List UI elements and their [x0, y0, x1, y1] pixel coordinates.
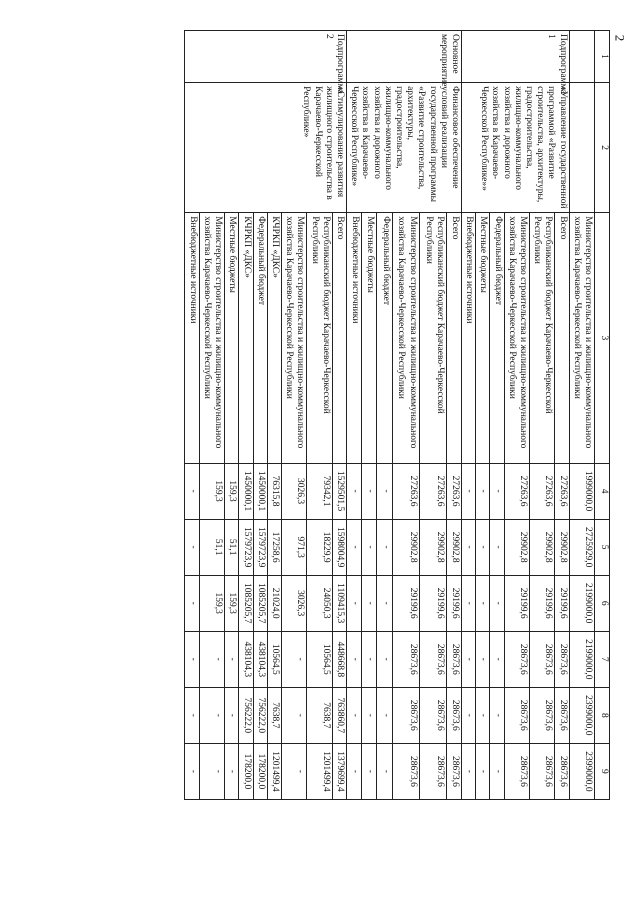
value-cell: 29902,8: [419, 519, 446, 575]
source-cell: Внебюджетные источники: [185, 213, 199, 463]
value-cell: 27263,6: [555, 463, 569, 519]
value-cell: -: [281, 631, 306, 687]
value-cell: -: [346, 743, 361, 799]
section-type-cell: Подпрограмма 1: [461, 31, 569, 83]
value-cell: -: [377, 631, 392, 687]
value-cell: -: [476, 519, 490, 575]
value-cell: 10564,5: [307, 631, 332, 687]
value-cell: -: [199, 631, 224, 687]
value-cell: 51,1: [225, 519, 239, 575]
value-cell: 1201499,4: [267, 743, 281, 799]
source-cell: Федеральный бюджет: [377, 213, 392, 463]
table-row: [555, 31, 569, 800]
value-cell: -: [346, 519, 361, 575]
source-cell: Местные бюджеты: [476, 213, 490, 463]
value-cell: -: [461, 743, 475, 799]
value-cell: -: [362, 687, 377, 743]
value-cell: -: [185, 631, 199, 687]
value-cell: 10564,5: [267, 631, 281, 687]
source-cell: Всего: [446, 213, 461, 463]
source-cell: Местные бюджеты: [362, 213, 377, 463]
value-cell: 76315,8: [267, 463, 281, 519]
value-cell: 2199000,0: [569, 575, 594, 631]
value-cell: 2399000,0: [569, 687, 594, 743]
value-cell: 51,1: [199, 519, 224, 575]
value-cell: 1085205,7: [253, 575, 267, 631]
value-cell: 448668,8: [332, 631, 346, 687]
value-cell: 24050,3: [307, 575, 332, 631]
value-cell: -: [377, 687, 392, 743]
value-cell: -: [281, 743, 306, 799]
table-row: [569, 31, 594, 800]
value-cell: -: [346, 631, 361, 687]
value-cell: 27263,6: [419, 463, 446, 519]
value-cell: -: [346, 463, 361, 519]
source-cell: Министерство строительства и жилищно-коммунального хозяйства Карачаево-Черкесской Республики: [281, 213, 306, 463]
source-cell: Министерство строительства и жилищно-коммунального хозяйства Карачаево-Черкесской Республики: [504, 213, 529, 463]
table-row: [446, 31, 461, 800]
value-cell: 28673,6: [392, 631, 419, 687]
value-cell: -: [461, 463, 475, 519]
value-cell: 971,3: [281, 519, 306, 575]
value-cell: 29902,8: [392, 519, 419, 575]
value-cell: -: [490, 463, 504, 519]
value-cell: -: [490, 519, 504, 575]
value-cell: -: [490, 631, 504, 687]
source-cell: Внебюджетные источники: [346, 213, 361, 463]
value-cell: -: [362, 631, 377, 687]
value-cell: 1529501,5: [332, 463, 346, 519]
value-cell: 1450000,1: [253, 463, 267, 519]
col-header: 3: [595, 213, 610, 463]
page-number: 2: [612, 34, 628, 42]
value-cell: 27263,6: [529, 463, 554, 519]
value-cell: 178200,0: [253, 743, 267, 799]
value-cell: -: [461, 519, 475, 575]
col-header: 8: [595, 687, 610, 743]
value-cell: 29199,6: [419, 575, 446, 631]
value-cell: -: [185, 575, 199, 631]
col-header: 6: [595, 575, 610, 631]
value-cell: 27263,6: [392, 463, 419, 519]
value-cell: 438104,3: [239, 631, 253, 687]
value-cell: 27263,6: [504, 463, 529, 519]
value-cell: -: [490, 575, 504, 631]
value-cell: 18229,9: [307, 519, 332, 575]
value-cell: 28673,6: [529, 631, 554, 687]
source-cell: Республиканский бюджет Карачаево-Черкесской Республики: [307, 213, 332, 463]
value-cell: 29199,6: [529, 575, 554, 631]
value-cell: 28673,6: [504, 687, 529, 743]
value-cell: -: [490, 687, 504, 743]
value-cell: 28673,6: [555, 743, 569, 799]
value-cell: 29199,6: [392, 575, 419, 631]
value-cell: 28673,6: [555, 687, 569, 743]
value-cell: 28673,6: [555, 631, 569, 687]
value-cell: 28673,6: [529, 743, 554, 799]
col-header: 9: [595, 743, 610, 799]
value-cell: -: [461, 575, 475, 631]
value-cell: -: [225, 743, 239, 799]
value-cell: 21024,0: [267, 575, 281, 631]
value-cell: 28673,6: [392, 743, 419, 799]
value-cell: 438104,3: [253, 631, 267, 687]
source-cell: Местные бюджеты: [225, 213, 239, 463]
source-cell: Министерство строительства и жилищно-коммунального хозяйства Карачаево-Черкесской Республики: [569, 213, 594, 463]
value-cell: 27263,6: [446, 463, 461, 519]
value-cell: 29902,8: [529, 519, 554, 575]
source-cell: Министерство строительства и жилищно-коммунального хозяйства Карачаево-Черкесской Республики: [392, 213, 419, 463]
source-cell: Всего: [332, 213, 346, 463]
section-name-cell: «Стимулирование развития жилищного строительства в Карачаево-Черкесской Республике»: [185, 83, 346, 213]
value-cell: 1109415,3: [332, 575, 346, 631]
value-cell: -: [225, 631, 239, 687]
value-cell: -: [377, 575, 392, 631]
section-name-cell: «Управление государственной программой «Развитие строительства, архитектуры, градостроительства, жилищно-коммунального хозяйства и дорожного хозяйства в Карачаево-Черкесской Республике»»: [461, 83, 569, 213]
value-cell: 29902,8: [555, 519, 569, 575]
value-cell: -: [346, 687, 361, 743]
col-header: 5: [595, 519, 610, 575]
value-cell: 29902,8: [504, 519, 529, 575]
value-cell: 28673,6: [446, 687, 461, 743]
value-cell: 2199000,0: [569, 631, 594, 687]
value-cell: 17258,6: [267, 519, 281, 575]
value-cell: 28673,6: [446, 743, 461, 799]
value-cell: 28673,6: [419, 631, 446, 687]
value-cell: -: [362, 575, 377, 631]
value-cell: -: [199, 743, 224, 799]
table-row: [332, 31, 346, 800]
value-cell: 28673,6: [529, 687, 554, 743]
col-header: 1: [595, 31, 610, 83]
value-cell: -: [377, 463, 392, 519]
value-cell: -: [377, 743, 392, 799]
col-header: 4: [595, 463, 610, 519]
header-row: [595, 31, 610, 800]
section-type-cell: Основное мероприятие: [346, 31, 461, 83]
value-cell: -: [185, 463, 199, 519]
value-cell: 28673,6: [419, 687, 446, 743]
value-cell: 1598004,9: [332, 519, 346, 575]
source-cell: Федеральный бюджет: [490, 213, 504, 463]
budget-table: [185, 30, 611, 800]
section-type-cell: Подпрограмма 2: [185, 31, 346, 83]
value-cell: 79342,1: [307, 463, 332, 519]
value-cell: 28673,6: [392, 687, 419, 743]
value-cell: -: [461, 687, 475, 743]
source-cell: Федеральный бюджет: [253, 213, 267, 463]
value-cell: -: [476, 687, 490, 743]
source-cell: Республиканский бюджет Карачаево-Черкесской Республики: [419, 213, 446, 463]
value-cell: 1379699,4: [332, 743, 346, 799]
rotated-table-container: [100, 30, 610, 800]
value-cell: -: [346, 575, 361, 631]
value-cell: -: [490, 743, 504, 799]
value-cell: -: [362, 519, 377, 575]
value-cell: 1579723,9: [253, 519, 267, 575]
value-cell: 1999000,0: [569, 463, 594, 519]
value-cell: 28673,6: [504, 743, 529, 799]
value-cell: 29902,8: [446, 519, 461, 575]
value-cell: 7638,7: [267, 687, 281, 743]
value-cell: 756222,0: [239, 687, 253, 743]
value-cell: 28673,6: [419, 743, 446, 799]
type-cell: [569, 31, 594, 83]
value-cell: 3026,3: [281, 575, 306, 631]
value-cell: -: [461, 631, 475, 687]
value-cell: 159,3: [199, 575, 224, 631]
value-cell: -: [377, 519, 392, 575]
value-cell: -: [362, 463, 377, 519]
value-cell: -: [185, 687, 199, 743]
value-cell: 159,3: [199, 463, 224, 519]
value-cell: 159,3: [225, 463, 239, 519]
value-cell: 1201499,4: [307, 743, 332, 799]
value-cell: 29199,6: [446, 575, 461, 631]
value-cell: 1450000,1: [239, 463, 253, 519]
value-cell: 29199,6: [555, 575, 569, 631]
value-cell: -: [476, 575, 490, 631]
source-cell: Внебюджетные источники: [461, 213, 475, 463]
value-cell: -: [476, 463, 490, 519]
value-cell: 29199,6: [504, 575, 529, 631]
col-header: 2: [595, 83, 610, 213]
section-name-cell: Финансовое обеспечение условий реализации государственной программы «Развитие строительства, архитектуры, градостроительства, жилищно-коммунального хозяйства и дорожного хозяйства в Карачаево-Черкесской Республике»: [346, 83, 461, 213]
value-cell: -: [476, 631, 490, 687]
source-cell: Министерство строительства и жилищно-коммунального хозяйства Карачаево-Черкесской Республики: [199, 213, 224, 463]
source-cell: Всего: [555, 213, 569, 463]
value-cell: 2725929,0: [569, 519, 594, 575]
value-cell: 756222,0: [253, 687, 267, 743]
value-cell: 763860,7: [332, 687, 346, 743]
value-cell: 159,3: [225, 575, 239, 631]
value-cell: 28673,6: [504, 631, 529, 687]
value-cell: 7638,7: [307, 687, 332, 743]
value-cell: 1085205,7: [239, 575, 253, 631]
source-cell: КЧРКП «ДКС»: [267, 213, 281, 463]
value-cell: -: [476, 743, 490, 799]
value-cell: 3026,3: [281, 463, 306, 519]
value-cell: -: [362, 743, 377, 799]
value-cell: -: [185, 743, 199, 799]
value-cell: -: [281, 687, 306, 743]
col-header: 7: [595, 631, 610, 687]
value-cell: 1579723,9: [239, 519, 253, 575]
value-cell: -: [225, 687, 239, 743]
source-cell: КЧРКП «ДКС»: [239, 213, 253, 463]
name-cell: [569, 83, 594, 213]
value-cell: -: [199, 687, 224, 743]
value-cell: -: [185, 519, 199, 575]
value-cell: 178200,0: [239, 743, 253, 799]
value-cell: 28673,6: [446, 631, 461, 687]
source-cell: Республиканский бюджет Карачаево-Черкесской Республики: [529, 213, 554, 463]
value-cell: 2399000,0: [569, 743, 594, 799]
